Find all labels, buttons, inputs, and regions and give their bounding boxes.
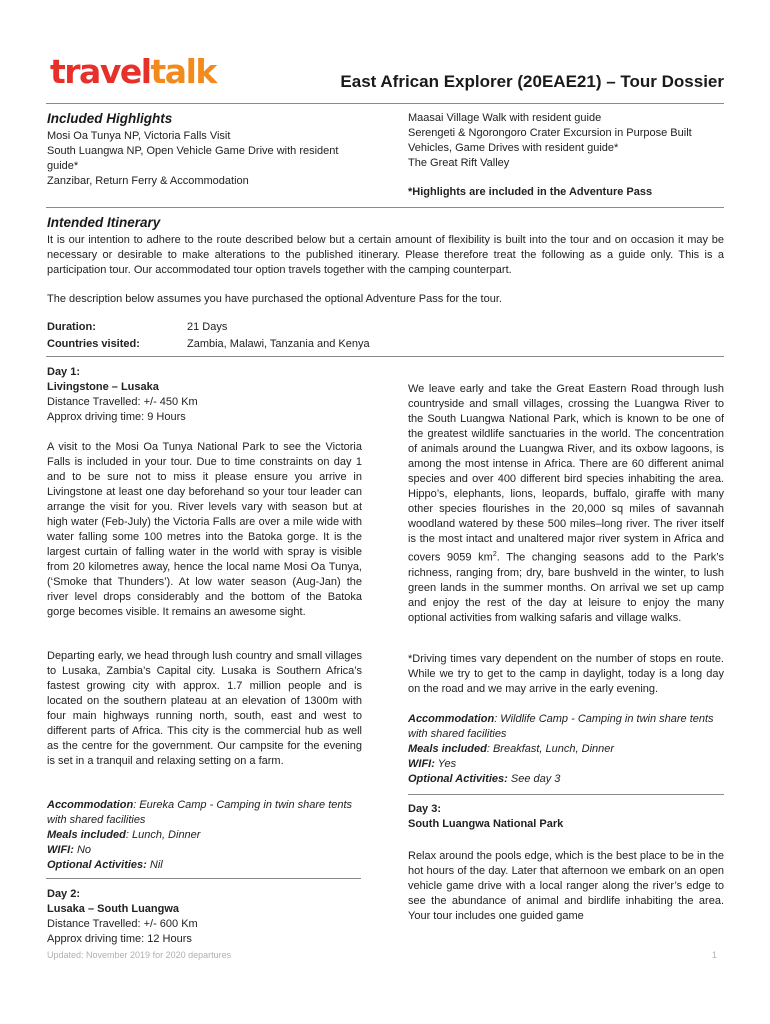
meta-divider [46, 356, 724, 357]
day1-divider [46, 878, 361, 879]
day2-optional-activities [408, 772, 724, 787]
optional-activities-label: Optional Activities: [47, 859, 147, 871]
highlight-item: South Luangwa NP, Open Vehicle Game Drive with resident guide* [47, 145, 339, 172]
day2-wifi [408, 757, 724, 772]
day2-route: Lusaka – South Luangwa [47, 903, 180, 915]
duration-value: 21 Days [187, 321, 228, 333]
day1-paragraph-2: Departing early, we head through lush country and small villages to Lusaka, Zambia’s Capital city. Lusaka is Southern Africa’s fastest growing city with approx. 1.7 million people and is located on the southern plateau at an elevation of 1300m with four main highways running north, south, east and west to different parts of Africa. This city is the commercial hub as well as the centre for the government. Our campsite for the evening is set in a tranquil and relaxing setting on a farm. [47, 650, 362, 767]
accommodation-value: : Eureka Camp - Camping in twin share tents with shared facilities [47, 799, 353, 826]
meals-label: Meals included [408, 743, 487, 755]
day1-wifi [47, 843, 362, 858]
day2-paragraph-1 [408, 382, 724, 626]
day3-route: South Luangwa National Park [408, 818, 564, 830]
duration-label: Duration: [47, 321, 96, 333]
day1-driving-time: Approx driving time: 9 Hours [47, 411, 186, 423]
itinerary-description: It is our intention to adhere to the route described below but a certain amount of flexibility is built into the tour and on occasion it may be necessary or desirable to make alterations to the published itinerary. Please therefore treat the following as a guide only. This is a participation tour. Our accommodated tour option travels together with the camping counterpart. [47, 234, 724, 276]
highlight-item: Zanzibar, Return Ferry & Accommodation [47, 175, 249, 187]
highlights-heading: Included Highlights [47, 111, 173, 126]
page-title: East African Explorer (20EAE21) – Tour Dossier [340, 72, 724, 91]
day2-label: Day 2: [47, 888, 81, 900]
highlights-divider [46, 207, 724, 208]
travel-talk-logo [50, 52, 216, 92]
countries-value: Zambia, Malawi, Tanzania and Kenya [187, 338, 370, 350]
wifi-value: Yes [434, 758, 457, 770]
day3-label: Day 3: [408, 803, 442, 815]
footer-updated: Updated: November 2019 for 2020 departures [47, 950, 232, 960]
day1-details [47, 798, 362, 873]
highlight-item: Mosi Oa Tunya NP, Victoria Falls Visit [47, 130, 231, 142]
highlight-item: Maasai Village Walk with resident guide [408, 112, 602, 124]
countries-label: Countries visited: [47, 338, 140, 350]
day2-header [47, 887, 362, 947]
logo-part-travel: travel [50, 52, 151, 91]
day1-meals [47, 828, 362, 843]
logo-part-talk: talk [150, 52, 216, 91]
highlights-right-list [408, 111, 724, 171]
optional-activities-label: Optional Activities: [408, 773, 508, 785]
day2-superscript: 2 [492, 551, 497, 558]
highlights-left-list [47, 129, 367, 189]
day2-meals [408, 742, 724, 757]
day2-details [408, 712, 724, 787]
day1-distance: Distance Travelled: +/- 450 Km [47, 396, 198, 408]
optional-activities-value: See day 3 [507, 773, 561, 785]
wifi-label: WIFI: [47, 844, 74, 856]
day2-paragraph-1-text: We leave early and take the Great Eastern Road through lush countryside and small villages, crossing the Luangwa River to the South Luangwa National Park, which is known to be one of the greatest wildlife sanctuaries in the world. The concentration of animals around the Luangwa River, and its oxbow lagoons, is among the most intense in Africa. There are 60 different animal species and over 400 different bird species inhabiting the area. Hippo’s, elephants, lions, leopards, buffalo, giraffe with many other species flourishes in the 20,000 sq miles of savannah woodland watered by these 500 miles–long river. The river itself is the most intact and unaltered major river system in Africa and covers 9059 km [408, 383, 724, 564]
adventure-pass-note: The description below assumes you have purchased the optional Adventure Pass for the tour. [47, 293, 502, 305]
header-divider [46, 103, 724, 104]
day3-paragraph-1: Relax around the pools edge, which is the best place to be in the hot hours of the day. Later that afternoon we embark on an open vehicle game drive with a local ranger along the river’s edge to see the abundance of animal and birdlife inhabiting the area. Your tour includes one guided game [408, 850, 724, 922]
day1-label: Day 1: [47, 366, 81, 378]
meals-value: : Breakfast, Lunch, Dinner [486, 743, 615, 755]
optional-activities-value: Nil [146, 859, 163, 871]
day2-accommodation [408, 712, 724, 742]
day1-route: Livingstone – Lusaka [47, 381, 159, 393]
page-number: 1 [712, 950, 718, 960]
day1-header [47, 365, 362, 425]
itinerary-heading: Intended Itinerary [47, 215, 161, 230]
day1-optional-activities [47, 858, 362, 873]
day2-paragraph-1-end: . The changing seasons add to the Park’s richness, ranging from; dry, bare bushveld in the winter, to lush green lands in the summer months. On arrival we set up camp and enjoy the rest of the day at leisure to enjoy the many optional activities from walking safaris and village walks. [408, 551, 724, 624]
accommodation-value: : Wildlife Camp - Camping in twin share tents with shared facilities [408, 713, 714, 740]
day2-paragraph-2: *Driving times vary dependent on the number of stops en route. While we try to get to the camp in daylight, today is a long day on the road and we may arrive in the early evening. [408, 653, 724, 695]
day2-distance: Distance Travelled: +/- 600 Km [47, 918, 198, 930]
day1-paragraph-1: A visit to the Mosi Oa Tunya National Park to see the Victoria Falls is included in your tour. Due to time constraints on day 1 and to be sure not to miss it please ensure you arrive in Livingstone at least one day beforehand so your tour leader can arrange the visit for you. River levels vary with season but at high water (Feb-July) the Victoria Falls are over a mile wide with water falling some 100 metres into the Batoka gorge. It is the largest curtain of falling water in the world with spray is visible from 20 kilometres away, hence the local name Mosi Oa Tunya, (‘Smoke that Thunders’). At low water season (Aug-Jan) the river level drops considerably and the bottom of the Batoka gorge becomes visible. It remains an awesome sight. [47, 441, 362, 618]
meals-value: : Lunch, Dinner [125, 829, 201, 841]
accommodation-label: Accommodation [408, 713, 495, 725]
highlight-item: The Great Rift Valley [408, 157, 510, 169]
wifi-label: WIFI: [408, 758, 435, 770]
highlights-note: *Highlights are included in the Adventure Pass [408, 186, 653, 198]
day3-header [408, 802, 724, 832]
day2-divider [408, 794, 724, 795]
day2-driving-time: Approx driving time: 12 Hours [47, 933, 192, 945]
day1-accommodation [47, 798, 362, 828]
highlight-item: Serengeti & Ngorongoro Crater Excursion in Purpose Built Vehicles, Game Drives with resident guide* [408, 127, 692, 154]
accommodation-label: Accommodation [47, 799, 134, 811]
wifi-value: No [73, 844, 92, 856]
meals-label: Meals included [47, 829, 126, 841]
